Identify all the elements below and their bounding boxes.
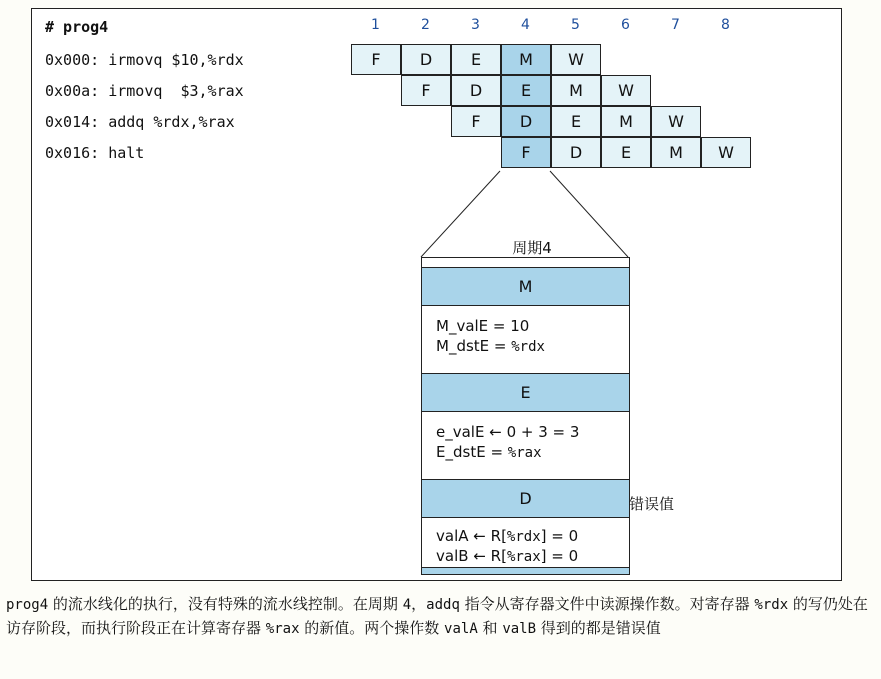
caption-text: 的流水线化的执行，没有特殊的流水线控制。在周期 bbox=[48, 595, 403, 613]
valb-line bbox=[436, 547, 578, 565]
figure-caption bbox=[6, 593, 876, 641]
cycle-number-label: 6 bbox=[621, 17, 630, 33]
cycle-number-label: 2 bbox=[421, 17, 430, 33]
pipeline-stage-cell: D bbox=[401, 44, 451, 75]
stage-band-e: E bbox=[422, 373, 629, 412]
pipeline-stage-cell: M bbox=[551, 75, 601, 106]
pipeline-stage-cell: M bbox=[601, 106, 651, 137]
instruction-text: addq %rdx,%rax bbox=[108, 113, 235, 131]
instruction-address: 0x016: bbox=[45, 144, 100, 162]
e-vale-expression: 0 + 3 = 3 bbox=[506, 423, 580, 441]
cycle-number-label: 4 bbox=[521, 17, 530, 33]
e-dste-line bbox=[436, 443, 542, 461]
arrow-left-icon: ← bbox=[473, 527, 486, 545]
pipeline-stage-cell: E bbox=[551, 106, 601, 137]
pipeline-stage-cell: E bbox=[501, 75, 551, 106]
caption-code: %rax bbox=[265, 621, 300, 637]
cycle-detail-panel bbox=[421, 257, 630, 575]
m-vale-line: M_valE = 10 bbox=[436, 317, 530, 335]
pipeline-stage-cell: F bbox=[451, 106, 501, 137]
instruction-text: irmovq $3,%rax bbox=[108, 82, 244, 100]
m-dste-label: M_dstE = bbox=[436, 337, 512, 355]
pipeline-stage-cell: M bbox=[651, 137, 701, 168]
figure-frame bbox=[31, 8, 842, 581]
m-dste-register: %rdx bbox=[511, 339, 545, 355]
cycle-number-label: 3 bbox=[471, 17, 480, 33]
instruction-text: halt bbox=[108, 144, 145, 162]
pipeline-stage-cell: W bbox=[601, 75, 651, 106]
stage-band-m: M bbox=[422, 267, 629, 306]
pipeline-stage-cell: E bbox=[451, 44, 501, 75]
stage-band-f-partial bbox=[422, 567, 629, 574]
instruction-address: 0x014: bbox=[45, 113, 100, 131]
vala-source-suffix: ] = 0 bbox=[540, 527, 579, 545]
pipeline-stage-cell: D bbox=[551, 137, 601, 168]
caption-code: %rdx bbox=[754, 597, 789, 613]
caption-code: 4 bbox=[402, 597, 412, 613]
valb-source-prefix: R[ bbox=[490, 547, 507, 565]
m-dste-line bbox=[436, 337, 545, 355]
pipeline-stage-cell: D bbox=[451, 75, 501, 106]
pipeline-stage-cell: F bbox=[501, 137, 551, 168]
valb-register: %rax bbox=[506, 549, 541, 565]
caption-code: prog4 bbox=[6, 597, 49, 613]
valb-label: valB bbox=[436, 547, 469, 565]
caption-text: 得到的都是错误值 bbox=[536, 619, 661, 637]
e-dste-label: E_dstE = bbox=[436, 443, 508, 461]
cycle-number-label: 5 bbox=[571, 17, 580, 33]
vala-label: valA bbox=[436, 527, 469, 545]
e-vale-label: e_valE bbox=[436, 423, 485, 441]
pipeline-stage-cell: E bbox=[601, 137, 651, 168]
cycle-number-label: 8 bbox=[721, 17, 730, 33]
pipeline-stage-cell: F bbox=[401, 75, 451, 106]
valb-source-suffix: ] = 0 bbox=[540, 547, 579, 565]
pipeline-stage-cell: M bbox=[501, 44, 551, 75]
caption-text: 和 bbox=[477, 619, 503, 637]
caption-text: 指令从寄存器文件中读源操作数。对寄存器 bbox=[459, 595, 755, 613]
vala-line bbox=[436, 527, 578, 545]
caption-code: valB bbox=[502, 621, 537, 637]
stage-band-d: D bbox=[422, 479, 629, 518]
caption-text: 的写仍处在访存阶段，而执行阶段正在计算寄存器 bbox=[6, 595, 868, 637]
pipeline-stage-cell: W bbox=[651, 106, 701, 137]
caption-code: addq bbox=[426, 597, 460, 613]
caption-text: 的新值。两个操作数 bbox=[299, 619, 445, 637]
pipeline-stage-cell: W bbox=[551, 44, 601, 75]
e-vale-line bbox=[436, 423, 579, 441]
arrow-left-icon: ← bbox=[473, 547, 486, 565]
pipeline-stage-cell: F bbox=[351, 44, 401, 75]
vala-source-prefix: R[ bbox=[490, 527, 507, 545]
pipeline-stage-cell: D bbox=[501, 106, 551, 137]
e-dste-register: %rax bbox=[507, 445, 542, 461]
cycle-number-label: 1 bbox=[371, 17, 380, 33]
vala-register: %rdx bbox=[506, 529, 541, 545]
cycle-number-label: 7 bbox=[671, 17, 680, 33]
instruction-text: irmovq $10,%rdx bbox=[108, 51, 244, 69]
pipeline-stage-cell: W bbox=[701, 137, 751, 168]
error-value-label: 错误值 bbox=[629, 495, 675, 513]
instruction-address: 0x000: bbox=[45, 51, 100, 69]
caption-code: valA bbox=[444, 621, 478, 637]
caption-text: ， bbox=[411, 595, 427, 613]
program-title: # prog4 bbox=[45, 18, 109, 36]
instruction-address: 0x00a: bbox=[45, 82, 100, 100]
detail-title: 周期4 bbox=[512, 239, 552, 257]
arrow-left-icon: ← bbox=[489, 423, 502, 441]
